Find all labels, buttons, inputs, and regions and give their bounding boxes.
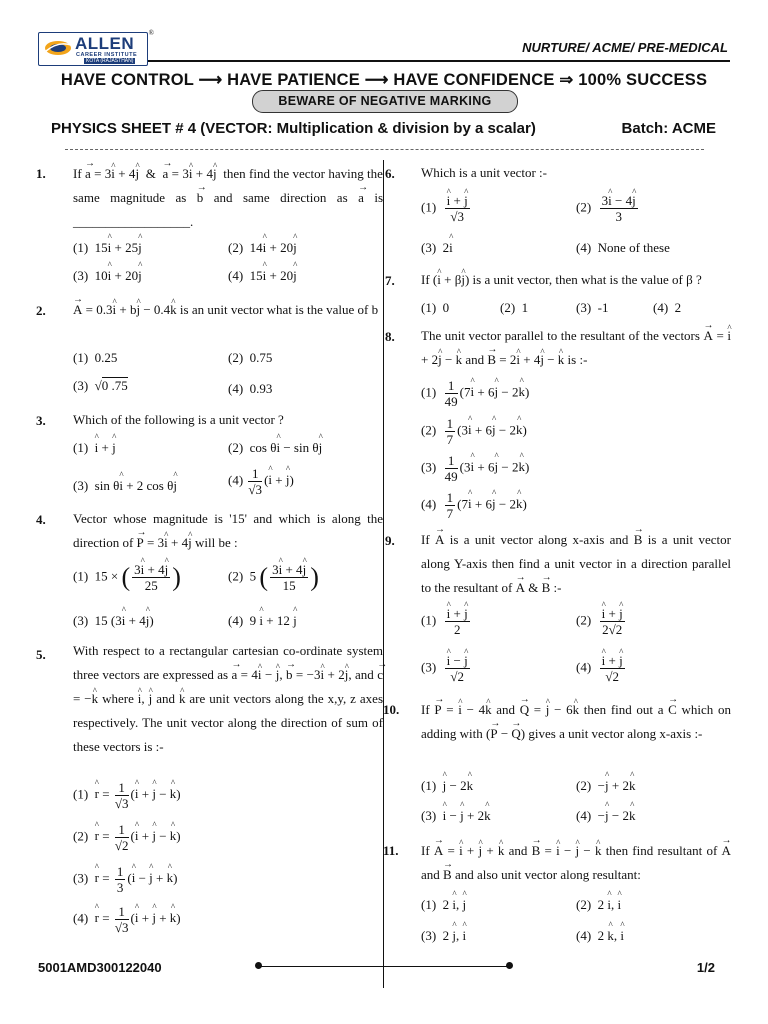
question-text: If → a = 3^ i + 4^ j & → a = 3^ i + 4^ j then find the vector having the same magnitude as → b and same direction as → a is __________________. xyxy=(73,162,383,234)
option[interactable]: (1) 15 × ( $\frac{3\^{} i + 4\^{} j}{25}$ ) xyxy=(73,562,181,593)
option[interactable]: (3) 10^ i + 20^ j xyxy=(73,268,142,284)
option[interactable]: (3) 15 (3^ i + 4^ j) xyxy=(73,613,154,629)
option[interactable]: (3) ^ i − ^ j + 2^ k xyxy=(421,808,491,824)
question-text: If → A is a unit vector along x-axis and → B is a unit vector along Y-axis then find a unit vector in a direction parallel to the resultant of → A & → B :- xyxy=(421,528,731,600)
option[interactable]: (3) -1 xyxy=(576,300,609,315)
option[interactable]: (4) −^ j − 2^ k xyxy=(576,808,635,824)
question-text: Which is a unit vector :- xyxy=(421,165,547,180)
program-label: NURTURE/ ACME/ PRE-MEDICAL xyxy=(522,40,728,55)
option[interactable]: (2) 5 ( $\frac{3\^{} i + 4\^{} j}{15}$ ) xyxy=(228,562,319,593)
option[interactable]: (1) ^ i + ^ j xyxy=(73,440,116,456)
question-number: 3. xyxy=(36,413,46,428)
question-number: 8. xyxy=(385,329,395,344)
batch-label: Batch: ACME xyxy=(621,120,716,137)
option[interactable]: (2) 0.75 xyxy=(228,350,273,365)
option[interactable]: (2) 1 xyxy=(500,300,529,315)
motto: HAVE CONTROL ⟶ HAVE PATIENCE ⟶ HAVE CONFIDENCE ⇒ 100% SUCCESS xyxy=(60,71,708,89)
option[interactable]: (4) None of these xyxy=(576,240,670,255)
question-text: With respect to a rectangular cartesian co-ordinate system three vectors are expressed as → a = 4^ i − ^ j, → b = −3^ i + 2^ j, and → c = −^ k where ^ i, ^ j and ^ k are unit vectors along the x,y, z axes respectively. The unit vector along the direction of sum of these vectors is :- xyxy=(73,639,383,759)
option[interactable]: (1) 0 xyxy=(421,300,450,315)
option[interactable]: (2) ^ r = $\frac{1}{√2}$ (^ i + ^ j − ^ k) xyxy=(73,822,181,853)
option[interactable]: (3) √0 .75 xyxy=(73,378,128,393)
question-number: 7. xyxy=(385,273,395,288)
document-code: 5001AMD300122040 xyxy=(38,960,162,975)
option[interactable]: (4) 9 ^ i + 12 ^ j xyxy=(228,613,297,629)
option[interactable]: (4) ^ r = $\frac{1}{√3}$ (^ i + ^ j + ^ k) xyxy=(73,904,181,935)
option[interactable]: (3) sin θ^ i + 2 cos θ^ j xyxy=(73,478,177,494)
sheet-title: PHYSICS SHEET # 4 (VECTOR: Multiplication & division by a scalar) xyxy=(51,120,536,137)
option[interactable]: (1) ^ $\frac{i + \^{} j}{2}$ xyxy=(421,606,472,637)
option[interactable]: (3) $\frac{1}{49}$ (3^ i + 6^ j − 2^ k) xyxy=(421,453,529,484)
option[interactable]: (3) ^ r = $\frac{1}{3}$ (^ i − ^ j + ^ k) xyxy=(73,864,177,895)
question-number: 4. xyxy=(36,512,46,527)
question-number: 9. xyxy=(385,533,395,548)
logo-swoosh-icon xyxy=(44,39,72,57)
header-rule xyxy=(148,60,730,62)
option[interactable]: (3) 2^ i xyxy=(421,240,453,256)
option[interactable]: (4) ^ $\frac{i + \^{} j}{√2}$ xyxy=(576,653,627,684)
title-divider xyxy=(65,149,704,150)
question-text: → A = 0.3^ i + b^ j − 0.4^ k is an unit vector what is the value of b xyxy=(73,298,383,322)
option[interactable]: (4) 2 ^ k, ^ i xyxy=(576,928,624,944)
negative-marking-badge: BEWARE OF NEGATIVE MARKING xyxy=(252,90,518,113)
question-text: If → P = ^ i − 4^ k and → Q = ^ j − 6^ k then find out a → C which on adding with (→ P − → Q) gives a unit vector along x-axis :- xyxy=(421,698,731,746)
page-number: 1/2 xyxy=(696,960,715,975)
option[interactable]: (1) $\frac{1}{49}$ (7^ i + 6^ j − 2^ k) xyxy=(421,378,529,409)
option[interactable]: (4) $\frac{1}{7}$ (7^ i + 6^ j − 2^ k) xyxy=(421,490,527,521)
option[interactable]: (3) 2 ^ j, ^ i xyxy=(421,928,466,944)
logo-brand: ALLEN xyxy=(75,34,135,53)
option[interactable]: (2) 2 ^ i, ^ i xyxy=(576,897,621,913)
option[interactable]: (4) 15^ i + 20^ j xyxy=(228,268,297,284)
option[interactable]: (2) $\frac{1}{7}$ (3^ i + 6^ j − 2^ k) xyxy=(421,416,527,447)
option[interactable]: (4) 2 xyxy=(653,300,682,315)
logo-registered: ® xyxy=(148,29,154,37)
question-text: If → A = ^ i + ^ j + ^ k and → B = ^ i − ^ j − ^ k then find resultant of → A and → B and also unit vector along resultant: xyxy=(421,839,731,887)
option[interactable]: (4) 0.93 xyxy=(228,381,273,396)
footer-dot-left xyxy=(255,962,262,969)
logo-subtitle: CAREER INSTITUTE xyxy=(76,52,138,58)
option[interactable]: (3) ^ $\frac{i - \^{} j}{√2}$ xyxy=(421,653,472,684)
footer-rule xyxy=(258,966,510,967)
option[interactable]: (2) −^ j + 2^ k xyxy=(576,778,635,794)
question-number: 6. xyxy=(385,166,395,181)
option[interactable]: (1) 15^ i + 25^ j xyxy=(73,240,142,256)
option[interactable]: (1) ^ r = $\frac{1}{√3}$ (^ i + ^ j − ^ k) xyxy=(73,780,181,811)
option[interactable]: (1) 0.25 xyxy=(73,350,118,365)
option[interactable]: (1) ^ $\frac{i + \^{} j}{√3}$ xyxy=(421,193,472,224)
option[interactable]: (2) $\frac{3\^{} i - 4\^{} j}{3}$ xyxy=(576,193,640,224)
column-divider xyxy=(383,160,384,988)
question-number: 10. xyxy=(383,702,400,717)
option[interactable]: (2) 14^ i + 20^ j xyxy=(228,240,297,256)
option[interactable]: (2) cos θ^ i − sin θ^ j xyxy=(228,440,322,456)
question-text: Vector whose magnitude is '15' and which is along the direction of → P = 3^ i + 4^ j will be : xyxy=(73,507,383,555)
option[interactable]: (1) ^ j − 2^ k xyxy=(421,778,473,794)
logo-city: KOTA (RAJASTHAN) xyxy=(86,58,134,64)
footer-dot-right xyxy=(506,962,513,969)
question-number: 1. xyxy=(36,166,46,181)
option[interactable]: (1) 2 ^ i, ^ j xyxy=(421,897,466,913)
question-text: Which of the following is a unit vector ? xyxy=(73,412,284,427)
question-number: 2. xyxy=(36,303,46,318)
question-number: 5. xyxy=(36,647,46,662)
option[interactable]: (4) $\frac{1}{√3}$ (^ i + ^ j) xyxy=(228,466,294,497)
allen-logo xyxy=(38,29,154,66)
question-text: The unit vector parallel to the resultant of the vectors → A = ^ i + 2^ j − ^ k and → B = 2^ i + 4^ j − ^ k is :- xyxy=(421,324,731,372)
question-text: If (^ i + β^ j) is a unit vector, then what is the value of β ? xyxy=(421,268,731,292)
option[interactable]: (2) ^ $\frac{i + \^{} j}{2√2}$ xyxy=(576,606,627,637)
question-number: 11. xyxy=(383,843,399,858)
